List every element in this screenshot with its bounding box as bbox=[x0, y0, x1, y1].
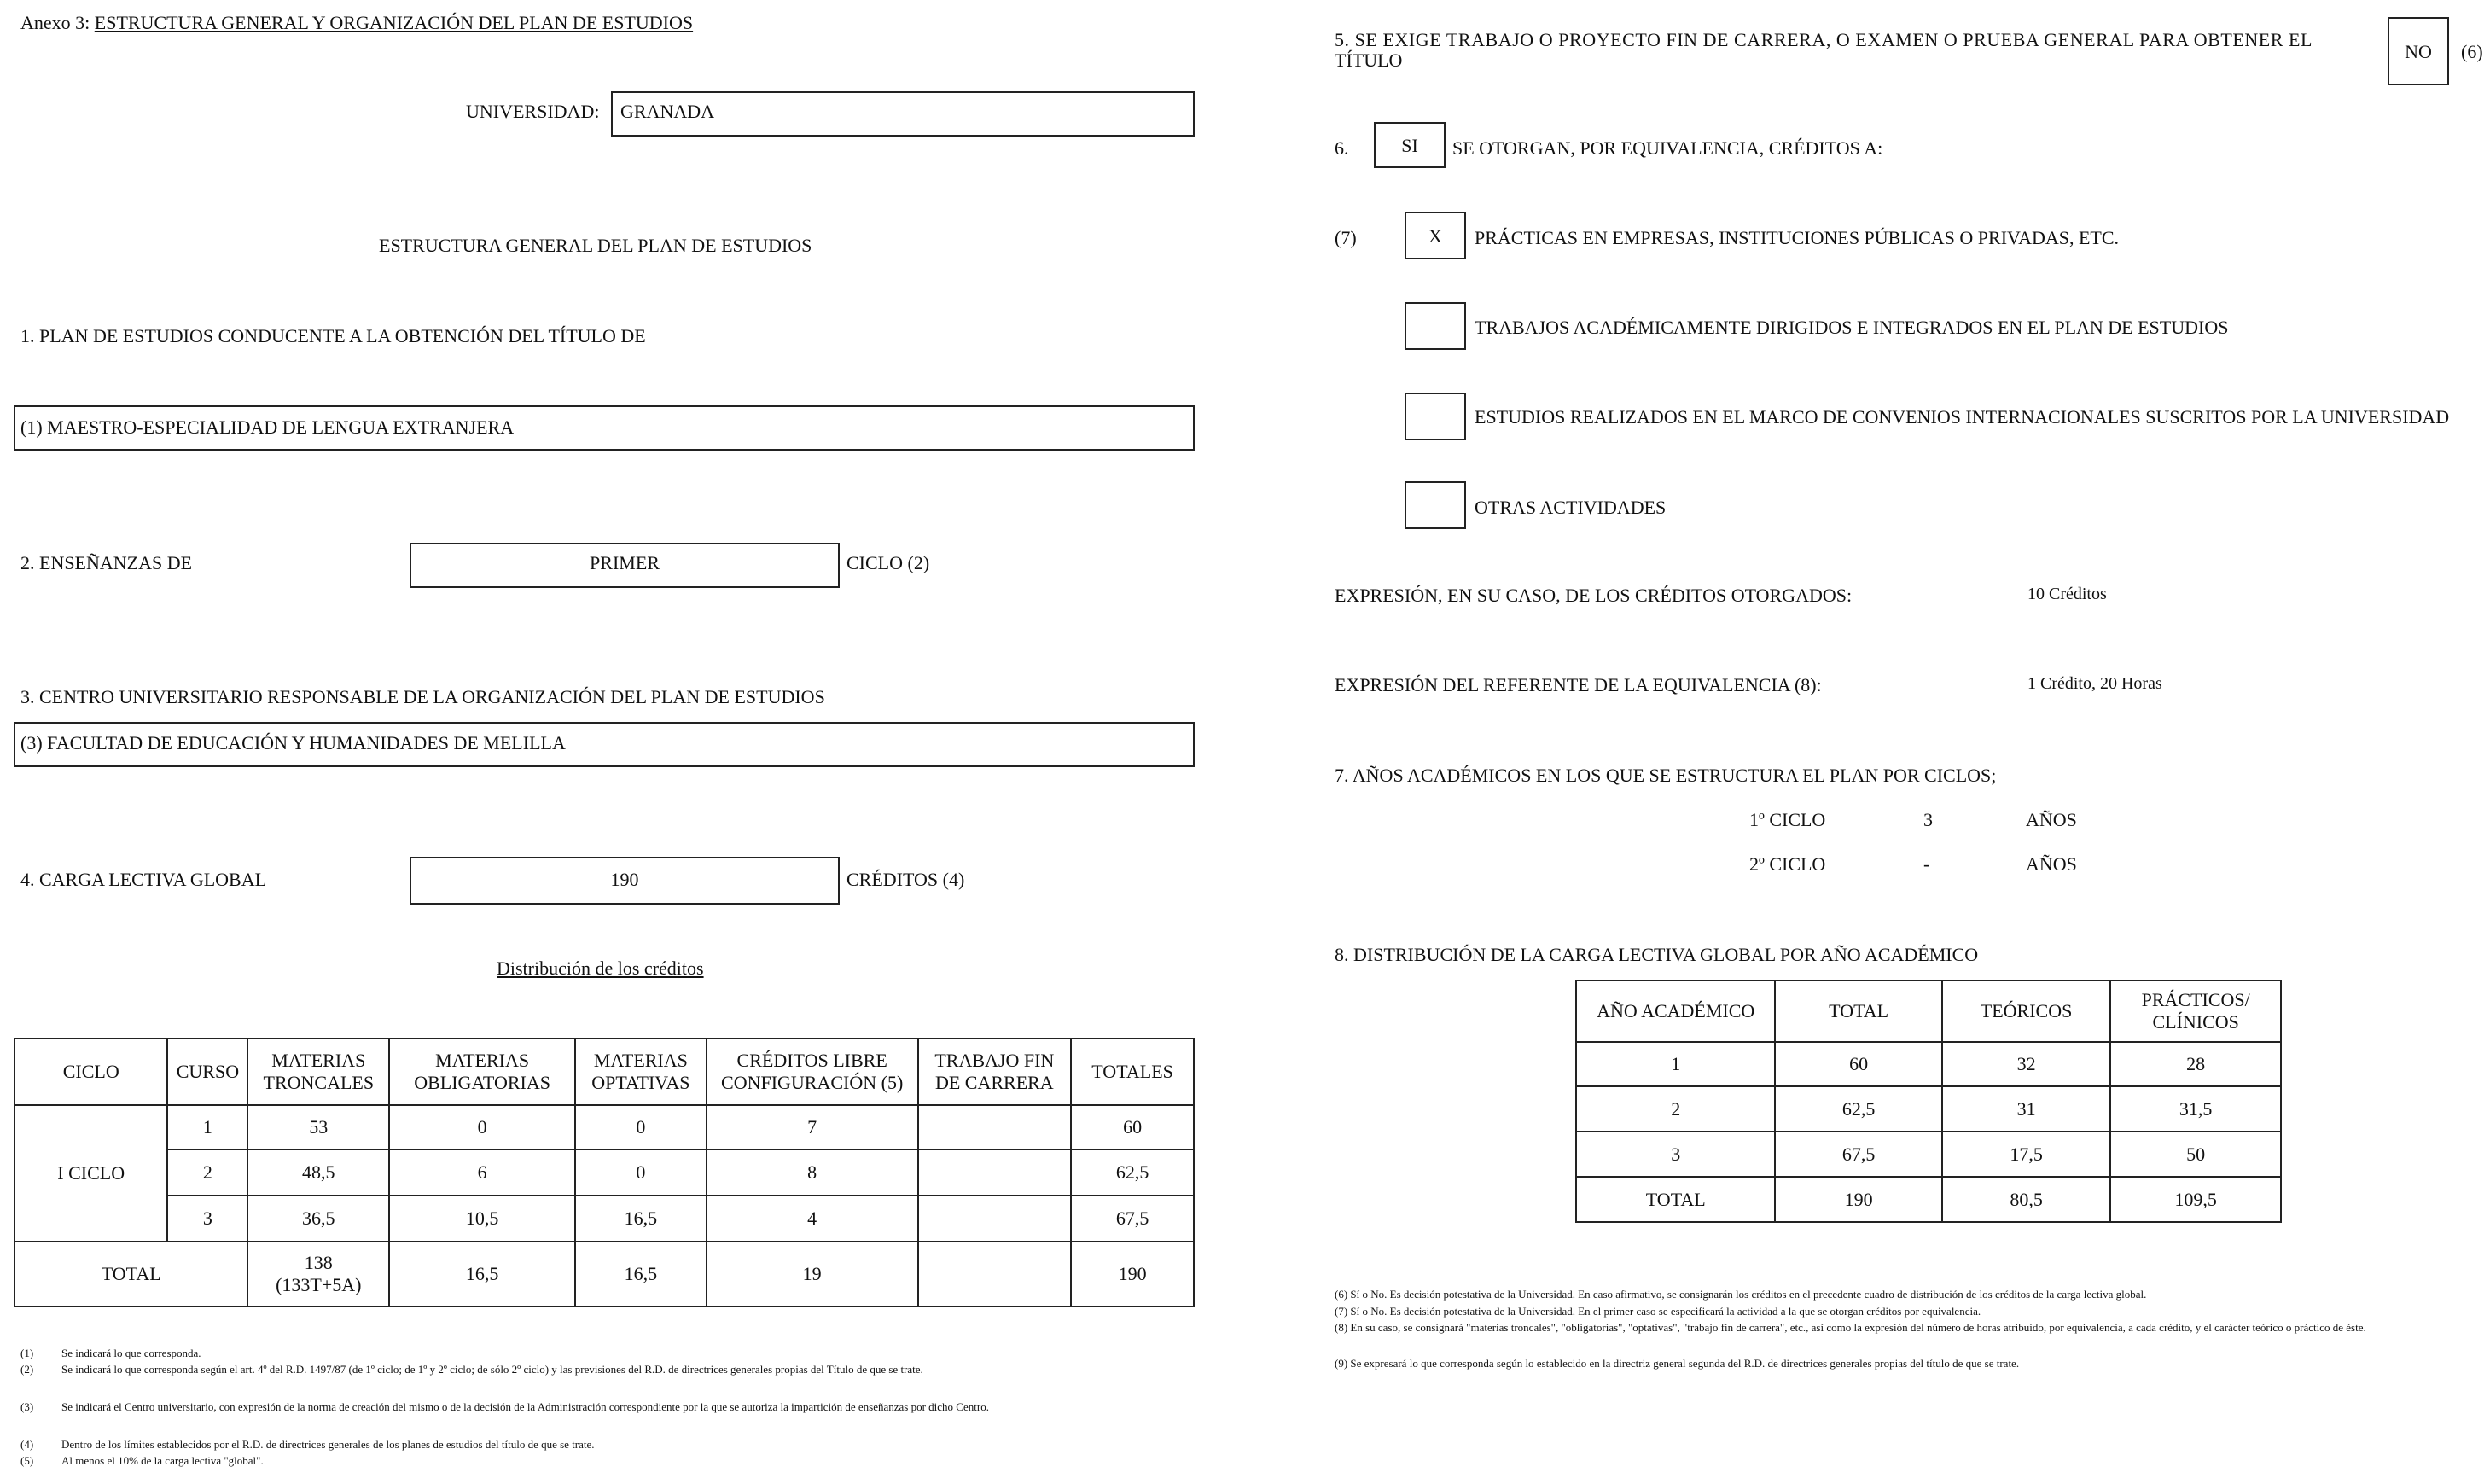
table-cell: 16,5 bbox=[389, 1242, 575, 1307]
table-cell bbox=[918, 1242, 1072, 1307]
annex-prefix: Anexo 3: bbox=[20, 12, 90, 33]
footnote: (2) Se indicará lo que corresponda según el art. 4º del R.D. 1497/87 (de 1º ciclo; de 1º y 2º ciclo; de sólo 2º ciclo) y las previsiones del R.D. de directrices generales propias del Título de que se trate. bbox=[20, 1363, 923, 1376]
annex-header bbox=[20, 12, 693, 34]
total-row bbox=[15, 1242, 1194, 1307]
cycle-row-label: 1º CICLO bbox=[1749, 809, 1826, 830]
equivalence-note: (7) bbox=[1335, 227, 1357, 248]
cycle-row-unit: AÑOS bbox=[2026, 853, 2077, 875]
table-cell bbox=[918, 1196, 1072, 1242]
cycle-row-label: 2º CICLO bbox=[1749, 853, 1826, 875]
table-cell: 1 bbox=[167, 1105, 247, 1149]
degree-title-value: (1) MAESTRO-ESPECIALIDAD DE LENGUA EXTRANJERA bbox=[20, 416, 515, 438]
header-cell: CURSO bbox=[167, 1039, 247, 1105]
final-project-note: (6) bbox=[2461, 41, 2483, 62]
table-cell: 190 bbox=[1775, 1177, 1941, 1222]
section1-label: 1. PLAN DE ESTUDIOS CONDUCENTE A LA OBTENCIÓN DEL TÍTULO DE bbox=[20, 325, 646, 346]
table-cell bbox=[918, 1105, 1072, 1149]
table-cell: 138 (133T+5A) bbox=[247, 1242, 389, 1307]
table-cell: 109,5 bbox=[2110, 1177, 2281, 1222]
section8-label: 8. DISTRIBUCIÓN DE LA CARGA LECTIVA GLOBAL POR AÑO ACADÉMICO bbox=[1335, 944, 1979, 965]
header-cell: CICLO bbox=[15, 1039, 167, 1105]
table-cell: 62,5 bbox=[1071, 1149, 1194, 1196]
table-cell: 3 bbox=[167, 1196, 247, 1242]
header-cell: MATERIAS TRONCALES bbox=[247, 1039, 389, 1105]
table-cell: 48,5 bbox=[247, 1149, 389, 1196]
table-cell: 16,5 bbox=[575, 1196, 707, 1242]
footnote: (3) Se indicará el Centro universitario, con expresión de la norma de creación del mismo o de la decisión de la Administración correspondiente por la que se autoriza la impartición de enseñanzas por dicho Centro. bbox=[20, 1400, 989, 1413]
equivalence-item-label: PRÁCTICAS EN EMPRESAS, INSTITUCIONES PÚBLICAS O PRIVADAS, ETC. bbox=[1475, 227, 2120, 248]
section3-label: 3. CENTRO UNIVERSITARIO RESPONSABLE DE LA ORGANIZACIÓN DEL PLAN DE ESTUDIOS bbox=[20, 686, 825, 707]
table-cell: 1 bbox=[1576, 1042, 1775, 1086]
table-cell: 4 bbox=[707, 1196, 918, 1242]
table-cell: 31 bbox=[1942, 1086, 2111, 1132]
table-cell: 8 bbox=[707, 1149, 918, 1196]
table-cell: 50 bbox=[2110, 1132, 2281, 1177]
table-cell bbox=[918, 1149, 1072, 1196]
footnote: (9) Se expresará lo que corresponda según lo establecido en la directriz general segunda del R.D. de directrices generales propias del título de que se trate. bbox=[1335, 1357, 2020, 1370]
credits-table bbox=[14, 1038, 1195, 1307]
footnote: (1) Se indicará lo que corresponda. bbox=[20, 1347, 201, 1359]
table-cell: 3 bbox=[1576, 1132, 1775, 1177]
section5-line1: 5. SE EXIGE TRABAJO O PROYECTO FIN DE CARRERA, O EXAMEN O PRUEBA GENERAL PARA OBTENER EL bbox=[1335, 29, 2313, 50]
teaching-cycle-suffix: CICLO (2) bbox=[846, 552, 930, 573]
table-cell: 17,5 bbox=[1942, 1132, 2111, 1177]
table-row bbox=[1576, 1132, 2281, 1177]
table-cell: 0 bbox=[389, 1105, 575, 1149]
equivalence-checkbox[interactable] bbox=[1405, 481, 1466, 529]
header-cell: MATERIAS OBLIGATORIAS bbox=[389, 1039, 575, 1105]
table-row bbox=[15, 1105, 1194, 1149]
table-cell: 60 bbox=[1071, 1105, 1194, 1149]
equivalence-checkbox-mark: X bbox=[1428, 225, 1442, 247]
section2-label: 2. ENSEÑANZAS DE bbox=[20, 552, 193, 573]
footnote: (6) Sí o No. Es decisión potestativa de la Universidad. En caso afirmativo, se consignarán los créditos en el precedente cuadro de distribución de los créditos de la carga lectiva global. bbox=[1335, 1288, 2147, 1301]
table-cell: 0 bbox=[575, 1105, 707, 1149]
section7-label: 7. AÑOS ACADÉMICOS EN LOS QUE SE ESTRUCTURA EL PLAN POR CICLOS; bbox=[1335, 765, 1997, 786]
centre-value: (3) FACULTAD DE EDUCACIÓN Y HUMANIDADES DE MELILLA bbox=[20, 732, 566, 754]
table-row bbox=[1576, 1086, 2281, 1132]
university-value: GRANADA bbox=[620, 101, 714, 122]
yearly-load-header bbox=[1576, 981, 2281, 1042]
header-cell: PRÁCTICOS/ CLÍNICOS bbox=[2110, 981, 2281, 1042]
credits-granted-value: 10 Créditos bbox=[2027, 585, 2107, 603]
credits-table-header bbox=[15, 1039, 1194, 1105]
table-cell: 31,5 bbox=[2110, 1086, 2281, 1132]
table-cell: 80,5 bbox=[1942, 1177, 2111, 1222]
header-cell: TRABAJO FIN DE CARRERA bbox=[918, 1039, 1072, 1105]
section5-line2: TÍTULO bbox=[1335, 49, 1403, 71]
footnote: (5) Al menos el 10% de la carga lectiva "global". bbox=[20, 1454, 264, 1467]
total-row bbox=[1576, 1177, 2281, 1222]
yearly-load-table bbox=[1575, 980, 2282, 1223]
table-cell: 10,5 bbox=[389, 1196, 575, 1242]
table-cell: 60 bbox=[1775, 1042, 1941, 1086]
total-label: TOTAL bbox=[15, 1242, 247, 1307]
global-load-value: 190 bbox=[610, 869, 639, 890]
table-cell: 6 bbox=[389, 1149, 575, 1196]
table-cell: 2 bbox=[167, 1149, 247, 1196]
table-cell: 36,5 bbox=[247, 1196, 389, 1242]
header-cell: TOTAL bbox=[1775, 981, 1941, 1042]
section4-label: 4. CARGA LECTIVA GLOBAL bbox=[20, 869, 267, 890]
equivalence-checkbox[interactable] bbox=[1405, 393, 1466, 440]
equivalence-ref-value: 1 Crédito, 20 Horas bbox=[2027, 674, 2162, 693]
distribution-title: Distribución de los créditos bbox=[497, 957, 704, 979]
equivalence-checkbox[interactable] bbox=[1405, 302, 1466, 350]
table-row bbox=[1576, 1042, 2281, 1086]
equivalence-ref-label: EXPRESIÓN DEL REFERENTE DE LA EQUIVALENCIA (8): bbox=[1335, 674, 1822, 695]
header-cell: MATERIAS OPTATIVAS bbox=[575, 1039, 707, 1105]
table-cell: 62,5 bbox=[1775, 1086, 1941, 1132]
structure-title: ESTRUCTURA GENERAL DEL PLAN DE ESTUDIOS bbox=[379, 235, 812, 256]
table-cell: 32 bbox=[1942, 1042, 2111, 1086]
header-cell: AÑO ACADÉMICO bbox=[1576, 981, 1775, 1042]
table-cell: 0 bbox=[575, 1149, 707, 1196]
equivalence-item-label: OTRAS ACTIVIDADES bbox=[1475, 497, 1667, 518]
table-cell: 67,5 bbox=[1071, 1196, 1194, 1242]
section6-number: 6. bbox=[1335, 137, 1349, 159]
table-cell: 190 bbox=[1071, 1242, 1194, 1307]
teaching-cycle-value: PRIMER bbox=[590, 552, 660, 573]
table-cell: 7 bbox=[707, 1105, 918, 1149]
cycle-row-value: - bbox=[1923, 853, 1930, 875]
footnote: (8) En su caso, se consignará "materias troncales", "obligatorias", "optativas", "trabajo fin de carrera", etc., así como la expresión del número de horas atribuido, por equivalencia, a cada crédito, y el carácter teórico o práctico de éste. bbox=[1335, 1321, 2366, 1334]
ciclo-cell: I CICLO bbox=[15, 1105, 167, 1242]
equivalence-item-label: TRABAJOS ACADÉMICAMENTE DIRIGIDOS E INTEGRADOS EN EL PLAN DE ESTUDIOS bbox=[1475, 317, 2229, 338]
equivalence-value: SI bbox=[1401, 135, 1418, 156]
header-cell: CRÉDITOS LIBRE CONFIGURACIÓN (5) bbox=[707, 1039, 918, 1105]
header-cell: TEÓRICOS bbox=[1942, 981, 2111, 1042]
table-cell: 67,5 bbox=[1775, 1132, 1941, 1177]
cycle-row-unit: AÑOS bbox=[2026, 809, 2077, 830]
final-project-value: NO bbox=[2405, 41, 2432, 62]
table-cell: 28 bbox=[2110, 1042, 2281, 1086]
footnote: (4) Dentro de los límites establecidos por el R.D. de directrices generales de los planes de estudios del título de que se trate. bbox=[20, 1438, 595, 1451]
table-cell: 2 bbox=[1576, 1086, 1775, 1132]
footnote: (7) Sí o No. Es decisión potestativa de la Universidad. En el primer caso se especificará la actividad a la que se otorgan créditos por equivalencia. bbox=[1335, 1305, 1981, 1318]
section6-label: SE OTORGAN, POR EQUIVALENCIA, CRÉDITOS A: bbox=[1452, 137, 1883, 159]
header-cell: TOTALES bbox=[1071, 1039, 1194, 1105]
credits-granted-label: EXPRESIÓN, EN SU CASO, DE LOS CRÉDITOS OTORGADOS: bbox=[1335, 585, 1853, 606]
equivalence-item-label: ESTUDIOS REALIZADOS EN EL MARCO DE CONVENIOS INTERNACIONALES SUSCRITOS POR LA UNIVERSIDAD bbox=[1475, 406, 2450, 428]
global-load-suffix: CRÉDITOS (4) bbox=[846, 869, 965, 890]
table-cell: 19 bbox=[707, 1242, 918, 1307]
annex-title: ESTRUCTURA GENERAL Y ORGANIZACIÓN DEL PLAN DE ESTUDIOS bbox=[94, 12, 694, 33]
table-cell: 53 bbox=[247, 1105, 389, 1149]
table-cell: TOTAL bbox=[1576, 1177, 1775, 1222]
table-row bbox=[15, 1196, 1194, 1242]
table-row bbox=[15, 1149, 1194, 1196]
cycle-row-value: 3 bbox=[1923, 809, 1933, 830]
table-cell: 16,5 bbox=[575, 1242, 707, 1307]
university-label: UNIVERSIDAD: bbox=[466, 101, 600, 122]
